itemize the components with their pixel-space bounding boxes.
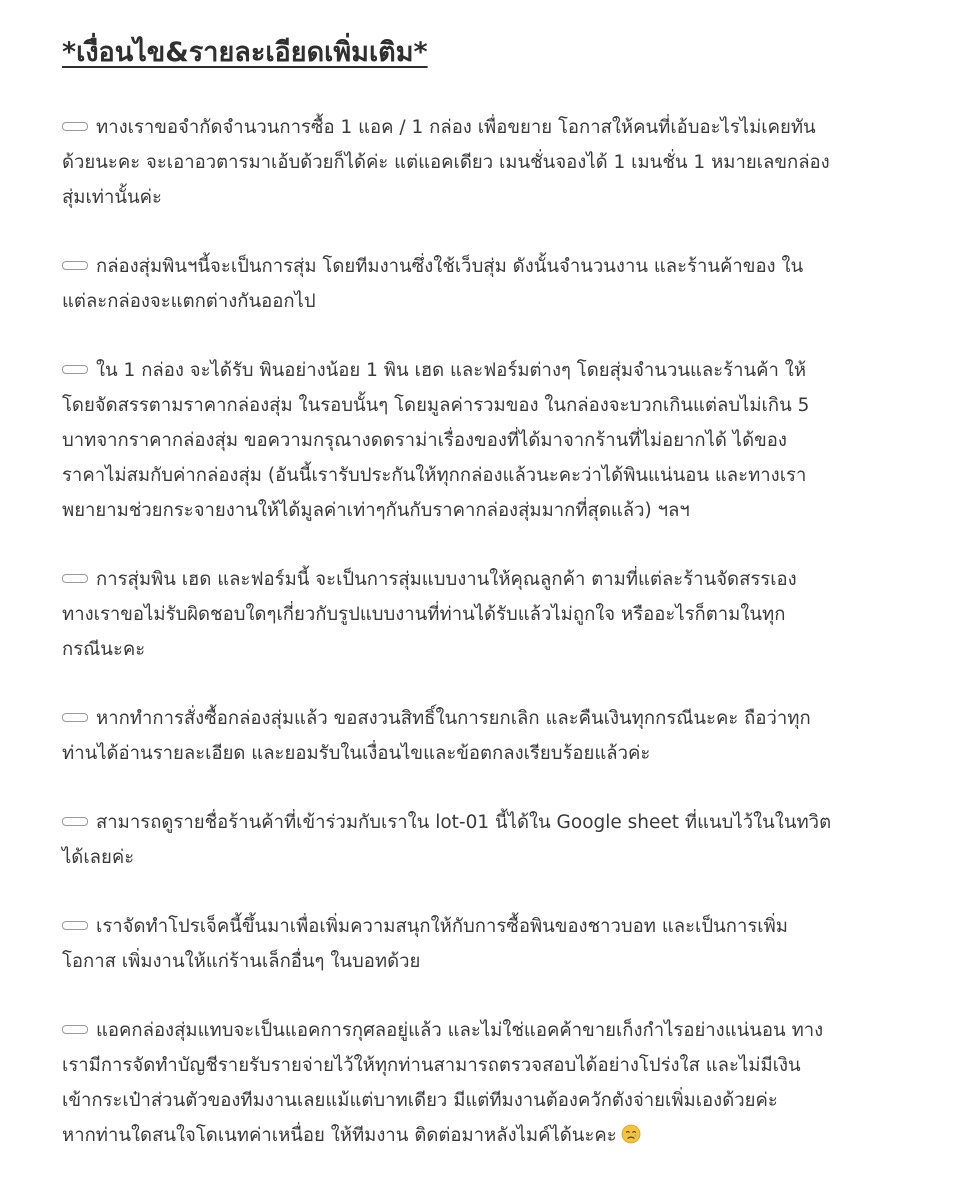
paragraph-line: ราคาไม่สมกับค่ากล่องสุ่ม (อันนี้เรารับประกันให้ทุกกล่องแล้วนะคะว่าได้พินแน่นอน และทางเรา [62, 465, 807, 486]
page-title: *เงื่อนไข&รายละเอียดเพิ่มเติม* [62, 37, 428, 68]
paragraph-line: เรามีการจัดทำบัญชีรายรับรายจ่ายไว้ให้ทุกท่านสามารถตรวจสอบได้อย่างโปร่งใส และไม่มีเงิน [62, 1055, 801, 1076]
paragraph-6 [62, 805, 912, 875]
paragraph-line: กล่องสุ่มพินฯนี้จะเป็นการสุ่ม โดยทีมงานซึ่งใช้เว็บสุ่ม ดังนั้นจำนวนงาน และร้านค้าของ ใน [62, 249, 912, 284]
paragraph-line: เข้ากระเป๋าส่วนตัวของทีมงานเลยแม้แต่บาทเดียว มีแต่ทีมงานต้องควักตังจ่ายเพิ่มเองด้วยค่ะ [62, 1090, 778, 1111]
paragraph-line: กรณีนะคะ [62, 639, 146, 660]
bullet-icon [62, 574, 88, 583]
paragraph-line: เราจัดทำโปรเจ็คนี้ขึ้นมาเพื่อเพิ่มความสนุกให้กับการซื้อพินของชาวบอท และเป็นการเพิ่ม [62, 909, 912, 944]
paragraph-3 [62, 353, 912, 528]
bullet-icon [62, 817, 88, 826]
document-page [62, 30, 912, 1187]
paragraph-line: โอกาส เพิ่มงานให้แก่ร้านเล็กอื่นๆ ในบอทด้วย [62, 951, 421, 972]
paragraph-8 [62, 1013, 912, 1153]
bullet-icon [62, 365, 88, 374]
bullet-icon [62, 261, 88, 270]
paragraph-line: หากทำการสั่งซื้อกล่องสุ่มแล้ว ขอสงวนสิทธิ์ในการยกเลิก และคืนเงินทุกกรณีนะคะ ถือว่าทุก [62, 701, 912, 736]
paragraph-line: การสุ่มพิน เฮด และฟอร์มนี้ จะเป็นการสุ่มแบบงานให้คุณลูกค้า ตามที่แต่ละร้านจัดสรรเอง [62, 562, 912, 597]
crying-face-emoji-icon [621, 1124, 641, 1144]
paragraph-line: แอคกล่องสุ่มแทบจะเป็นแอคการกุศลอยู่แล้ว และไม่ใช่แอคค้าขายเก็งกำไรอย่างแน่นอน ทาง [62, 1013, 912, 1048]
bullet-icon [62, 921, 88, 930]
bullet-icon [62, 122, 88, 131]
paragraph-5 [62, 701, 912, 771]
bullet-icon [62, 1025, 88, 1034]
paragraph-line: ใน 1 กล่อง จะได้รับ พินอย่างน้อย 1 พิน เฮด และฟอร์มต่างๆ โดยสุ่มจำนวนและร้านค้า ให้ [62, 353, 912, 388]
paragraph-line: แต่ละกล่องจะแตกต่างกันออกไป [62, 291, 316, 312]
paragraph-line: พยายามช่วยกระจายงานให้ได้มูลค่าเท่าๆกันกับราคากล่องสุ่มมากที่สุดแล้ว) ฯลฯ [62, 500, 690, 521]
paragraph-line: โดยจัดสรรตามราคากล่องสุ่ม ในรอบนั้นๆ โดยมูลค่ารวมของ ในกล่องจะบวกเกินแต่ลบไม่เกิน 5 [62, 395, 810, 416]
paragraph-7 [62, 909, 912, 979]
paragraph-line: หากท่านใดสนใจโดเนทค่าเหนื่อย ให้ทีมงาน ติดต่อมาหลังไมค์ได้นะคะ [62, 1118, 912, 1153]
paragraph-line: ทางเราขอจำกัดจำนวนการซื้อ 1 แอค / 1 กล่อง เพื่อขยาย โอกาสให้คนที่เอ้บอะไรไม่เคยทัน [62, 110, 912, 145]
paragraph-2 [62, 249, 912, 319]
paragraph-line: ท่านได้อ่านรายละเอียด และยอมรับในเงื่อนไขและข้อตกลงเรียบร้อยแล้วค่ะ [62, 743, 651, 764]
paragraph-1 [62, 110, 912, 215]
paragraph-line: สุ่มเท่านั้นค่ะ [62, 187, 162, 208]
paragraph-line: ด้วยนะคะ จะเอาอวตารมาเอ้บด้วยก็ได้ค่ะ แต่แอคเดียว เมนชั่นจองได้ 1 เมนชั่น 1 หมายเลขกล่อง [62, 152, 830, 173]
paragraph-line: ทางเราขอไม่รับผิดชอบใดๆเกี่ยวกับรูปแบบงานที่ท่านได้รับแล้วไม่ถูกใจ หรืออะไรก็ตามในทุก [62, 604, 786, 625]
paragraph-line: สามารถดูรายชื่อร้านค้าที่เข้าร่วมกับเราใน lot-01 นี้ได้ใน Google sheet ที่แนบไว้ในในทวิต [62, 805, 912, 840]
paragraph-line: บาทจากราคากล่องสุ่ม ขอความกรุณางดดราม่าเรื่องของที่ได้มาจากร้านที่ไม่อยากได้ ได้ของ [62, 430, 787, 451]
bullet-icon [62, 713, 88, 722]
paragraph-4 [62, 562, 912, 667]
paragraph-line: ได้เลยค่ะ [62, 847, 135, 868]
